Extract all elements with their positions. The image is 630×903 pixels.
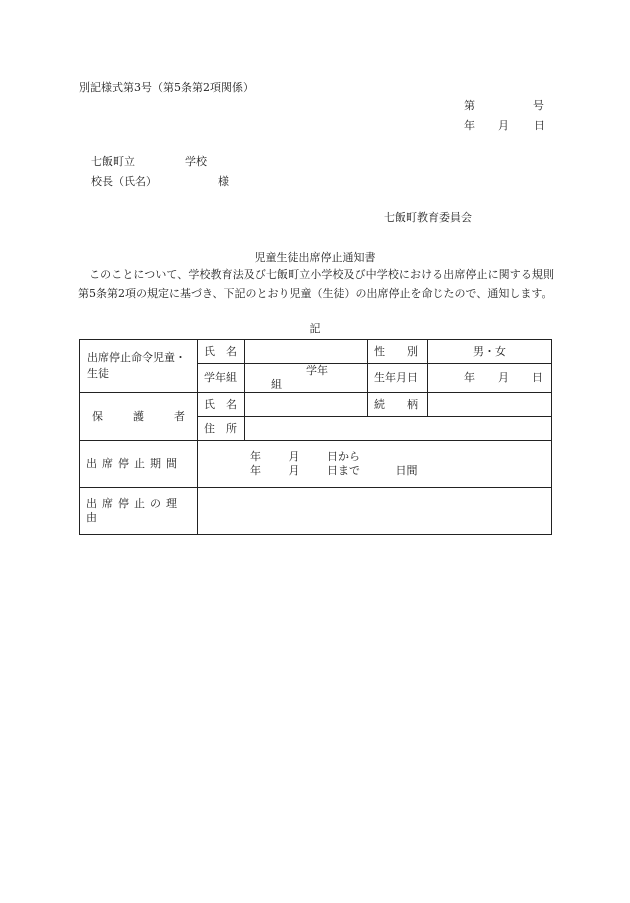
date-year: 年 [464,119,475,132]
grade-label: 学年 [306,364,328,377]
class-label: 組 [271,378,282,391]
period-value[interactable] [198,441,552,488]
guardian-label: 保 護 者 [92,409,185,423]
gender-value[interactable]: 男・女 [428,340,552,364]
birth-day: 日 [532,371,543,384]
school-prefix: 七飯町立 [91,155,135,168]
grade-class-label: 学年組 [198,364,245,393]
reason-value[interactable] [198,488,552,535]
name-value-cell[interactable] [245,340,368,364]
table-row [80,488,552,535]
reason-label: 出席停止の理由 [80,488,198,535]
address-value[interactable] [245,417,552,441]
period-to-year: 年 [250,464,261,477]
student-label: 出席停止命令児童・生徒 [80,340,198,393]
period-to-month: 月 [288,464,300,477]
principal-label: 校長（氏名） [91,175,157,188]
notice-table [79,339,552,535]
grade-class-value[interactable] [245,364,368,393]
birth-value[interactable] [428,364,552,393]
period-from-year: 年 [250,450,261,463]
period-days: 日間 [395,464,418,477]
birth-month: 月 [498,371,509,384]
date-month: 月 [498,119,509,132]
guardian-name-value[interactable] [245,393,368,417]
period-label: 出席停止期間 [80,441,198,488]
name-label: 氏 名 [198,340,245,364]
ki-marker: 記 [309,322,321,335]
form-label: 別記様式第3号（第5条第2項関係） [79,81,254,94]
guardian-label-cell [80,393,198,441]
relation-label: 続 柄 [368,393,428,417]
number-dai: 第 [464,99,475,112]
table-row [80,393,552,417]
honorific: 様 [218,175,229,188]
number-go: 号 [533,99,544,112]
gender-label: 性 別 [368,340,428,364]
period-from-month: 月 [288,450,300,463]
birth-label: 生年月日 [368,364,428,393]
body-text: このことについて、学校教育法及び七飯町立小学校及び中学校における出席停止に関する規則第5条第2項の規定に基づき、下記のとおり児童（生徒）の出席停止を命じたので、通知します。 [78,268,554,300]
document-title: 児童生徒出席停止通知書 [254,251,376,264]
address-label: 住 所 [198,417,245,441]
table-row [80,340,552,364]
guardian-name-label: 氏 名 [198,393,245,417]
table-row [80,441,552,488]
date-day: 日 [534,119,545,132]
relation-value[interactable] [428,393,552,417]
birth-year: 年 [464,371,475,384]
period-from: 日から [327,450,360,463]
period-to: 日まで [327,464,360,477]
sender: 七飯町教育委員会 [384,211,472,224]
school-suffix: 学校 [185,155,207,168]
